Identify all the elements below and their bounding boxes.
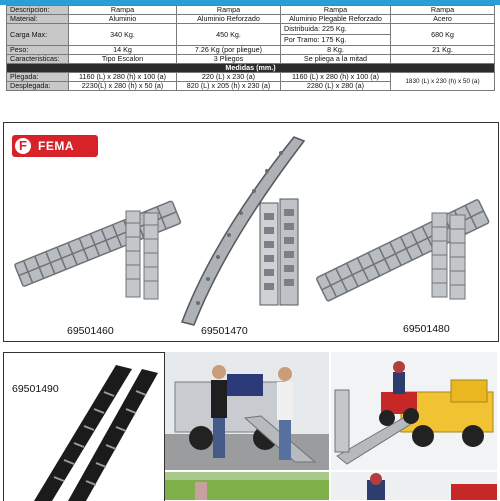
spec-row-plegada [7,73,495,82]
logo-letter: F [15,138,31,154]
spec-cell: Rampa [391,6,495,15]
spec-subcell: Distribuida: 225 Kg. [284,24,347,33]
spec-cell: Rampa [69,6,177,15]
spec-cell: 8 Kg. [281,46,391,55]
spec-label: Descripcion: [7,6,69,15]
spec-cell: Aluminio Reforzado [177,15,281,24]
spec-cell: Acero [391,15,495,24]
spec-row-material [7,15,495,24]
spec-cell: 1160 (L) x 280 (h) x 100 (a) [69,73,177,82]
spec-cell: 2230(L) x 280 (h) x 50 (a) [69,82,177,91]
spec-cell: 7.26 Kg (por pliegue) [177,46,281,55]
photo-grass-field [165,472,329,500]
spec-row-caracteristicas [7,55,495,64]
spec-row-carga [7,24,495,46]
product-code-2: 69501470 [201,325,248,337]
fema-logo [12,135,98,157]
spec-row-peso [7,46,495,55]
photo-truck-loading [165,352,329,470]
ramp-image-4 [24,357,164,501]
spec-cell [391,55,495,64]
spec-cell: Rampa [281,6,391,15]
spec-cell: 3 Pliegos [177,55,281,64]
spec-subcell: Por Tramo: 175 Kg. [281,34,390,45]
spec-label: Caracteristicas: [7,55,69,64]
product-panel [3,122,499,342]
spec-row-medidas-title [7,64,495,73]
ramp-image-3 [304,163,494,313]
spec-row-descripcion [7,6,495,15]
spec-cell: 1160 (L) x 280 (h) x 100 (a) [281,73,391,82]
spec-cell: 2280 (L) x 280 (a) [281,82,391,91]
product-code-3: 69501480 [403,323,450,335]
spec-cell: 820 (L) x 205 (h) x 230 (a) [177,82,281,91]
photo-atv-truck [331,352,497,470]
product-code-1: 69501460 [67,325,114,337]
spec-cell: 450 Kg. [177,24,281,46]
spec-cell-split [281,24,391,46]
logo-name: FEMA [38,139,74,153]
spec-label: Carga Max: [7,24,69,46]
ramp-image-2 [174,127,314,327]
spec-label: Plegada: [7,73,69,82]
spec-cell: 340 Kg. [69,24,177,46]
spec-cell: Aluminio [69,15,177,24]
spec-cell: 680 Kg [391,24,495,46]
spec-cell: 21 Kg. [391,46,495,55]
spec-cell: 1830 (L) x 230 (h) x 50 (a) [391,73,495,91]
spec-cell: Tipo Escalon [69,55,177,64]
product-code-4: 69501490 [12,383,59,395]
photo-rider-truck [331,472,497,500]
spec-cell: 220 (L) x 230 (a) [177,73,281,82]
spec-table-section [0,0,500,108]
product-4-cell [3,352,165,501]
spec-cell: Aluminio Plegable Reforzado [281,15,391,24]
spec-label: Desplegada: [7,82,69,91]
spec-label: Material: [7,15,69,24]
spec-label: Peso: [7,46,69,55]
measures-title: Medidas (mm.) [7,64,495,73]
spec-cell: Rampa [177,6,281,15]
spec-cell: 14 Kg [69,46,177,55]
ramp-image-1 [4,163,184,313]
spec-table [6,5,495,91]
spec-cell: Se pliega a la mitad [281,55,391,64]
